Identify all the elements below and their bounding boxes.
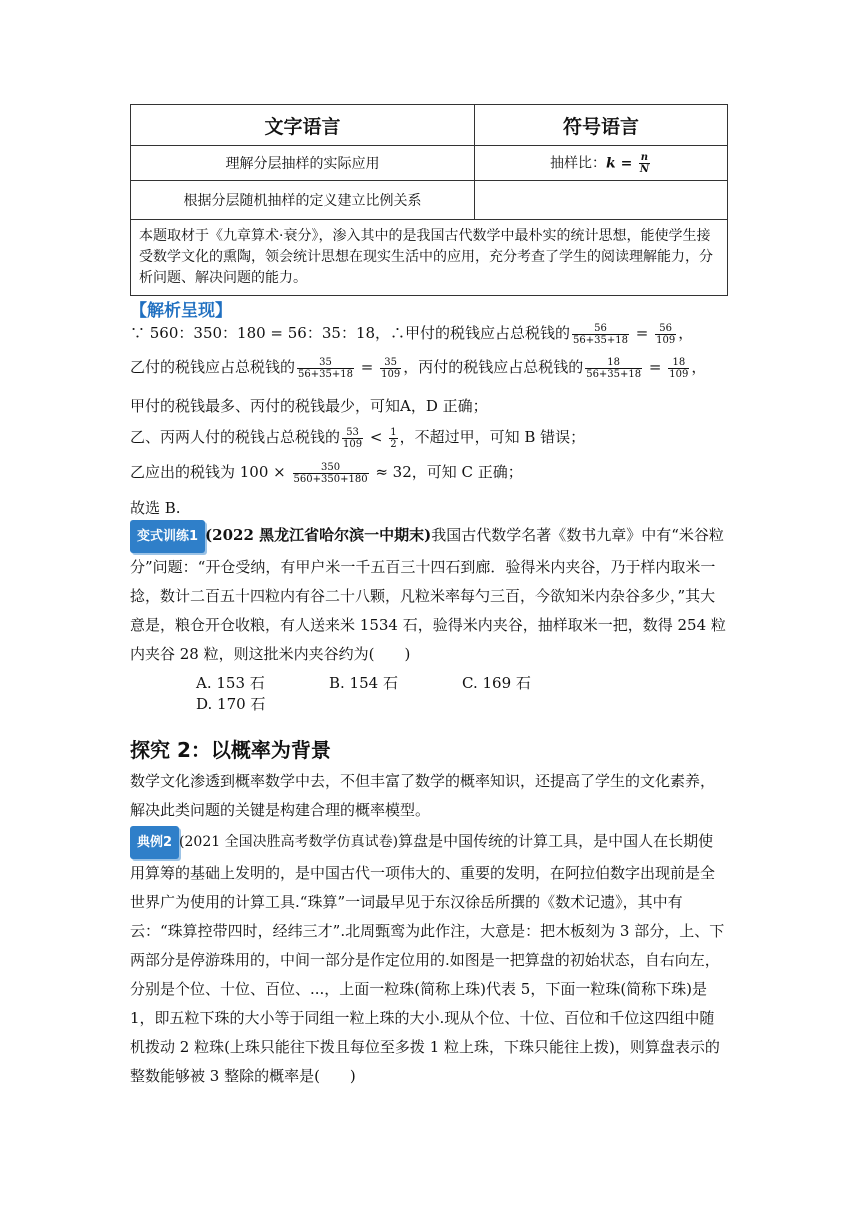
choice-d[interactable]: D. 170 石 [196,695,266,713]
fraction [297,357,354,380]
fraction [380,357,401,380]
table-cell-row1-left: 理解分层抽样的实际应用 [131,146,475,181]
fraction-numerator: 56 [655,323,676,335]
example-badge: 典例2 [130,826,179,859]
equals-sign: = [360,358,374,376]
fraction-denominator: 56+35+18 [586,368,642,380]
table-cell-row2-left: 根据分层随机抽样的定义建立比例关系 [131,181,475,220]
table-note: 本题取材于《九章算术·衰分》，渗入其中的是我国古代数学中最朴实的统计思想，能使学生接受数学文化的熏陶，领会统计思想在现实生活中的应用，充分考查了学生的阅读理解能力，分析问题、解决问题的能力。 [131,220,728,296]
fraction [342,427,363,450]
fraction-denominator: 56+35+18 [298,368,353,380]
table-cell-row1-right [475,146,728,181]
example-source: (2021 全国决胜高考数学仿真试卷) [179,834,399,850]
fraction-denominator: N [639,163,649,175]
summary-table [130,104,728,296]
example-text: 算盘是中国传统的计算工具，是中国人在长期使用算筹的基础上发明的，是中国古代一项伟大的、重要的发明，在阿拉伯数字出现前是全世界广为使用的计算工具.“珠算”一词最早见于东汉徐岳所撰的《数术记遗》，其中有云：“珠算控带四时，经纬三才”.北周甄鸾为此作注，大意是：把木板刻为 3 部分，上、下两部分是停游珠用的，中间一部分是作定位用的.如图是一把算盘的初始状态，自右向左，分别是个位、十位、百位、...，上面一粒珠(简称上珠)代表 5，下面一粒珠(简称下珠)是 1，即五粒下珠的大小等于同组一粒上珠的大小.现从个位、十位、百位和千位这四组中随机拨动 2 粒珠(上珠只能往下拨且每位至多拨 1 粒上珠，下珠只能往上拨)，则算盘表示的整数能够被 3 整除的概率是( ) [130,832,725,1085]
fraction-numerator: 35 [297,357,354,369]
analysis-line-3: 甲付的税钱最多、丙付的税钱最少，可知A，D 正确； [130,397,488,415]
table-cell-row2-right [475,181,728,220]
fraction-denominator: 109 [669,368,689,380]
table-header-text-language: 文字语言 [131,105,475,146]
exercise-choices [196,672,716,714]
table-header-symbol-language: 符号语言 [475,105,728,146]
analysis-text: ∵ 560：350：180 = 56：35：18，∴甲付的税钱应占总税钱的 [130,324,571,342]
sampling-ratio-label: 抽样比： [550,155,607,171]
fraction-numerator: 350 [293,462,369,474]
analysis-text: ，丙付的税钱应占总税钱的 [403,358,584,376]
fraction-denominator: 109 [656,334,676,346]
exercise-text: 我国古代数学名著《数书九章》中有“米谷粒分”问题：“开仓受纳，有甲户米一千五百三十四石到廊．验得米内夹谷，乃于样内取米一捻，数计二百五十四粒内有谷二十八颗，凡粒米率每勺三百，今欲知米内杂谷多少，”其大意是，粮仓开仓收粮，有人送来米 1534 石，验得米内夹谷，抽样取米一把，数得 254 粒内夹谷 28 粒，则这批米内夹谷约为( ) [130,526,726,663]
exercise-source: (2022 黑龙江省哈尔滨一中期末) [205,526,432,544]
analysis-text: 乙应出的税钱为 100 × [130,463,286,481]
equals-sign: = [648,358,662,376]
analysis-text: 乙、丙两人付的税钱占总税钱的 [130,428,341,446]
punctuation: ， [691,358,707,376]
fraction-numerator: 18 [668,357,689,369]
section-2-title: 探究 2：以概率为背景 [130,738,331,762]
analysis-line-1 [130,322,693,346]
analysis-title: 【解析呈现】 [130,301,232,321]
example-2 [130,826,728,1091]
analysis-line-5 [130,461,523,485]
choice-a[interactable]: A. 153 石 [196,674,265,692]
fraction [293,462,369,485]
fraction-denominator: 560+350+180 [293,473,368,485]
fraction [572,323,629,346]
fraction-denominator: 56+35+18 [573,334,628,346]
fraction-numerator: 56 [572,323,629,335]
fraction-denominator: 2 [390,438,397,450]
sampling-ratio-fraction [639,152,650,175]
equals-sign: = [635,324,649,342]
fraction [585,357,642,380]
analysis-text: ，不超过甲，可知 B 错误； [399,428,586,446]
fraction [668,357,689,380]
analysis-line-4 [130,426,585,450]
analysis-line-6: 故选 B. [130,499,181,517]
fraction-denominator: 109 [381,368,401,380]
fraction [389,427,397,450]
fraction-numerator: 1 [390,426,397,438]
less-than-sign: < [369,428,383,446]
exercise-badge: 变式训练1 [130,520,205,553]
choice-c[interactable]: C. 169 石 [462,674,531,692]
fraction-numerator: n [640,151,649,163]
section-2-intro: 数学文化渗透到概率数学中去，不但丰富了数学的概率知识，还提高了学生的文化素养，解决此类问题的关键是构建合理的概率模型。 [130,772,716,819]
analysis-line-2 [130,356,706,380]
fraction-numerator: 53 [342,427,363,439]
fraction [655,323,676,346]
sampling-ratio-lhs: k = [606,155,633,171]
analysis-text: ≈ 32，可知 C 正确； [375,463,523,481]
punctuation: ， [678,324,694,342]
exercise-1 [130,520,728,669]
analysis-text: 乙付的税钱应占总税钱的 [130,358,296,376]
fraction-numerator: 35 [380,357,401,369]
fraction-numerator: 18 [585,357,642,369]
choice-b[interactable]: B. 154 石 [329,674,398,692]
fraction-denominator: 109 [343,438,363,450]
